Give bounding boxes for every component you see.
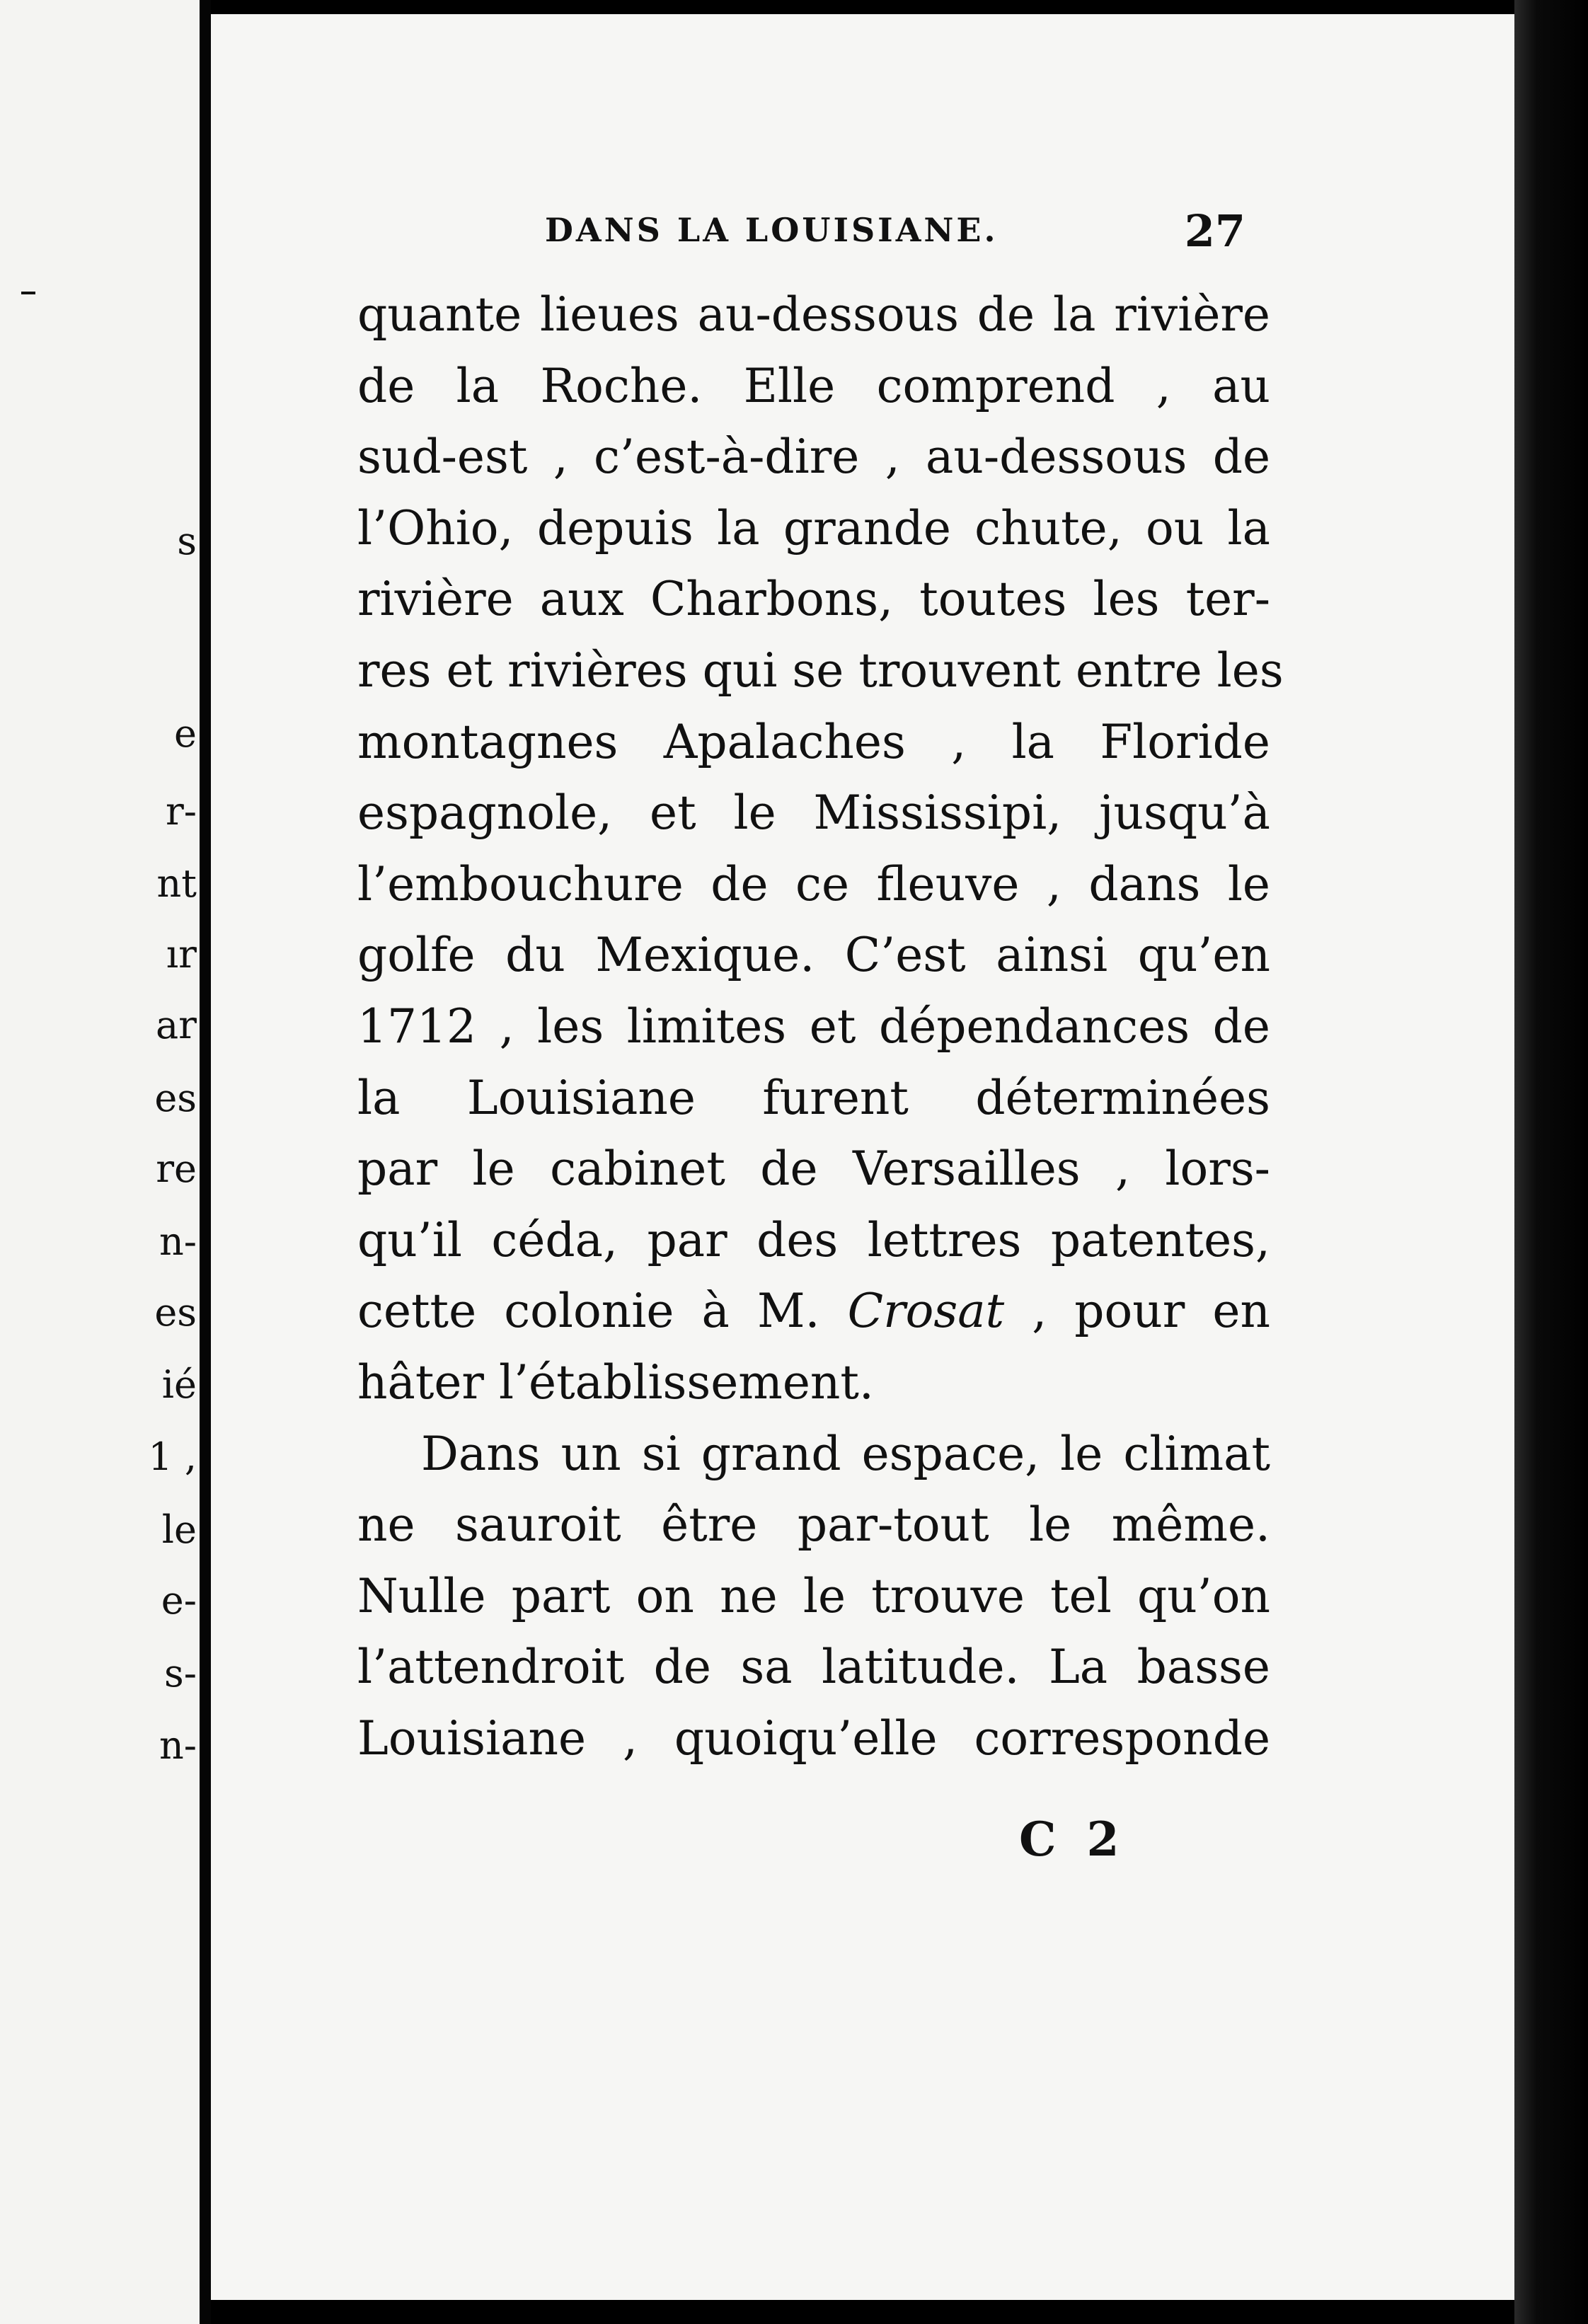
text-line: montagnes Apalaches , la Floride — [357, 714, 1270, 769]
left-fragment: nt — [156, 861, 197, 906]
left-fragment: s- — [164, 1651, 197, 1696]
left-fragment: es — [154, 1076, 197, 1120]
left-fragment: r- — [165, 789, 197, 834]
text-line: l’Ohio, depuis la grande chute, ou la — [357, 500, 1270, 556]
body-text — [357, 280, 1284, 1774]
text-line: hâter l’établissement. — [357, 1354, 874, 1410]
text-line: de la Roche. Elle comprend , au — [357, 358, 1270, 413]
text-line: Louisiane , quoiqu’elle corresponde — [357, 1710, 1270, 1766]
running-title: DANS LA LOUISIANE. — [545, 211, 999, 249]
person-name: Crosat — [847, 1284, 1005, 1339]
left-fragment: s — [177, 519, 197, 563]
left-fragment: re — [156, 1146, 197, 1191]
book-gutter — [200, 0, 211, 2324]
text-line: rivière aux Charbons, toutes les ter- — [357, 572, 1270, 627]
left-fragment: ar — [155, 1003, 197, 1047]
text-line: la Louisiane furent déterminées — [357, 1070, 1270, 1125]
left-fragment: le — [161, 1507, 197, 1552]
text-line: sud-est , c’est-à-dire , au-dessous de — [357, 430, 1270, 485]
left-fragment: n- — [159, 1723, 197, 1768]
page-number: 27 — [1184, 205, 1245, 257]
paragraph-start: Dans un si grand espace, le climat — [421, 1426, 1270, 1481]
text-line: l’embouchure de ce fleuve , dans le — [357, 856, 1270, 911]
text-line: par le cabinet de Versailles , lors- — [357, 1141, 1270, 1197]
text-line: l’attendroit de sa latitude. La basse — [357, 1640, 1270, 1695]
left-fragment: n- — [159, 1219, 197, 1264]
text-line: espagnole, et le Mississipi, jusqu’à — [357, 786, 1270, 841]
text-line: quante lieues au-dessous de la rivière — [357, 287, 1270, 342]
text-line: ne sauroit être par-tout le même. — [357, 1497, 1270, 1553]
left-page-rule — [21, 292, 35, 294]
text-line: golfe du Mexique. C’est ainsi qu’en — [357, 928, 1270, 983]
previous-page-fragment — [0, 0, 200, 2324]
left-fragment: e- — [161, 1578, 197, 1623]
left-fragment: 1 , — [148, 1434, 197, 1479]
text-line: 1712 , les limites et dépendances de — [357, 999, 1270, 1054]
text-line: qu’il céda, par des lettres patentes, — [357, 1212, 1270, 1267]
text-line — [357, 1276, 1270, 1347]
page-edge — [1514, 0, 1588, 2324]
signature-mark: C 2 — [1019, 1812, 1127, 1867]
left-fragment: ié — [161, 1362, 197, 1407]
running-head — [340, 205, 1260, 262]
text-segment: , pour en — [1004, 1284, 1270, 1339]
left-fragment: ır — [166, 932, 197, 977]
text-segment: cette colonie à M. — [357, 1284, 848, 1339]
text-line: Nulle part on ne le trouve tel qu’on — [357, 1568, 1270, 1623]
left-fragment: e — [174, 711, 197, 756]
text-line: res et rivières qui se trouvent entre les — [357, 643, 1284, 698]
left-fragment: es — [154, 1290, 197, 1335]
